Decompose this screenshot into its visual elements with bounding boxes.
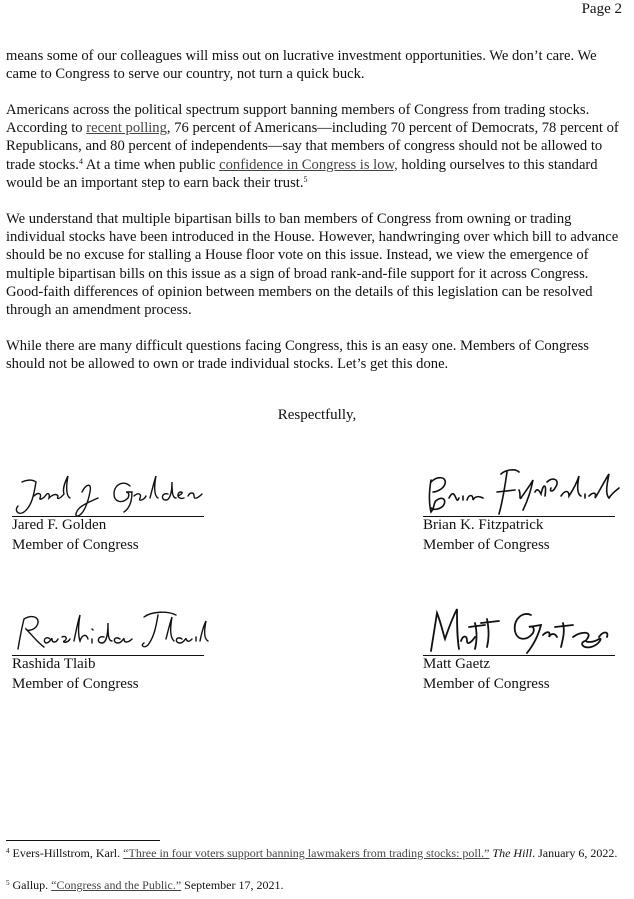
signatory-title: Member of Congress <box>12 676 139 692</box>
signatory-name: Rashida Tlaib <box>12 656 96 672</box>
paragraph-2-text-a: Americans across the political spectrum support banning members of Congress from trading stocks. According to <box>6 102 590 137</box>
footnote-divider <box>6 840 160 841</box>
footnote-ref-5[interactable]: 5 <box>303 174 308 184</box>
closing-salutation: Respectfully, <box>277 407 357 423</box>
paragraph-2-text-b: , 76 percent of Americans—including 70 percent of Democrats, 78 percent of Republicans, and 80 percent of independents—say that members of congress should not be allowed to trade stocks. <box>6 120 619 173</box>
signatory-name: Jared F. Golden <box>12 517 107 533</box>
footnote-5 <box>6 878 622 893</box>
paragraph-4-text: While there are many difficult questions facing Congress, this is an easy one. Members of Congress should not be allowed to own or trade individual stocks. Let’s get this done. <box>6 338 589 373</box>
paragraph-2 <box>6 101 622 192</box>
confidence-in-congress-link[interactable]: confidence in Congress is low, <box>219 156 398 173</box>
footnote-4 <box>6 846 622 861</box>
footnote-5-number: 5 <box>6 879 10 887</box>
signatory-title: Member of Congress <box>423 537 550 553</box>
footnote-4-publication: The Hill <box>492 846 533 860</box>
footnote-ref-4[interactable]: 4 <box>78 156 83 166</box>
signatory-title: Member of Congress <box>423 676 550 692</box>
footnote-4-date: . January 6, 2022. <box>532 846 618 860</box>
recent-polling-link[interactable]: recent polling <box>86 120 167 137</box>
signature-gaetz-image <box>423 601 623 659</box>
signature-fitzpatrick-image <box>423 462 623 520</box>
footnote-4-link[interactable]: “Three in four voters support banning lawmakers from trading stocks: poll.” <box>123 846 490 860</box>
page-number: Page 2 <box>581 1 622 17</box>
paragraph-3-text: We understand that multiple bipartisan bills to ban members of Congress from owning or trading individual stocks have been introduced in the House. However, handwringing over which bill to advance should be no excuse for stalling a House floor vote on this issue. Instead, we view the emergence of multiple bipartisan bills on this issue as a sign of broad rank-and-file support for it across Congress. Good-faith differences of opinion between members on the details of this legislation can be resolved through an amendment process. <box>6 211 619 319</box>
signatory-title: Member of Congress <box>12 537 139 553</box>
signature-block-fitzpatrick <box>423 462 623 562</box>
footnote-5-link[interactable]: “Congress and the Public.” <box>51 878 182 892</box>
signature-block-tlaib <box>12 601 212 701</box>
signature-block-gaetz <box>423 601 623 701</box>
signatory-name: Matt Gaetz <box>423 656 491 672</box>
paragraph-2-text-c: At a time when public <box>82 156 220 173</box>
signature-block-golden <box>12 462 212 562</box>
signature-tlaib-image <box>12 601 212 659</box>
paragraph-3 <box>6 210 622 319</box>
footnote-5-date: September 17, 2021. <box>181 878 284 892</box>
signature-golden-image <box>12 462 212 520</box>
paragraph-1-text: means some of our colleagues will miss out on lucrative investment opportunities. We don’t care. We came to Congress to serve our country, not turn a quick buck. <box>6 48 597 83</box>
footnote-5-author: Gallup. <box>9 878 52 892</box>
paragraph-4 <box>6 337 622 373</box>
footnote-4-author: Evers-Hillstrom, Karl. <box>9 846 124 860</box>
paragraph-1 <box>6 47 622 83</box>
paragraph-2-text-d: holding ourselves to this standard would be an important step to earn back their trust. <box>6 156 598 191</box>
footnote-4-number: 4 <box>6 847 10 855</box>
signatory-name: Brian K. Fitzpatrick <box>423 517 544 533</box>
